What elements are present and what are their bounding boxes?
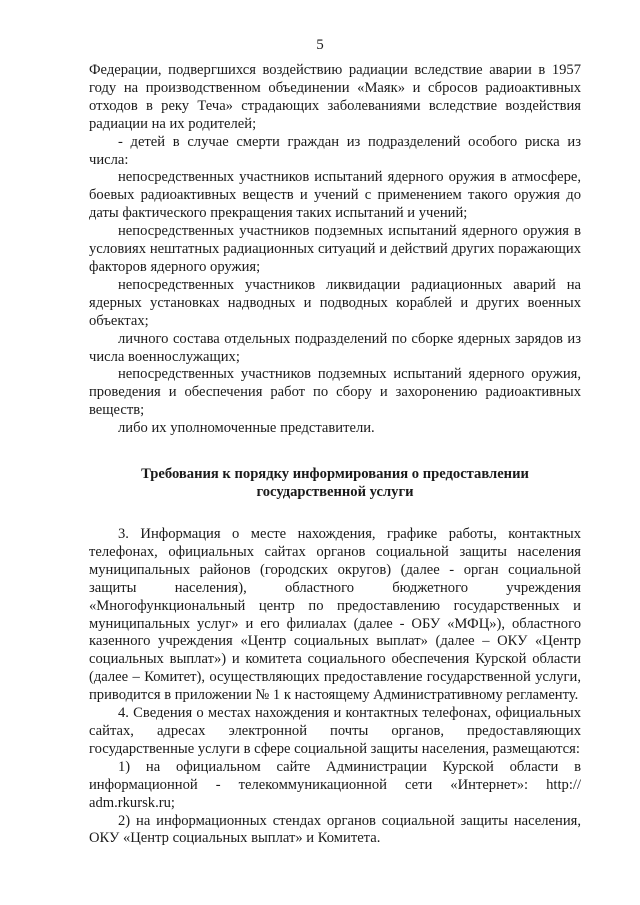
document-body: [89, 62, 581, 848]
paragraph-list-item: непосредственных участников подземных испытаний ядерного оружия, проведения и обеспечения работ по сбору и захоронению радиоактивных веществ;: [89, 366, 581, 419]
page-number: 5: [316, 37, 324, 53]
paragraph-list-item: личного состава отдельных подразделений по сборке ядерных зарядов из числа военнослужащих;: [89, 330, 581, 365]
paragraph-subclause-2: 2) на информационных стендах органов социальной защиты населения, ОКУ «Центр социальных выплат» и Комитета.: [89, 812, 581, 847]
paragraph-list-item: непосредственных участников ликвидации радиационных аварий на ядерных установках надводных и подводных кораблей и других военных объектах;: [89, 276, 581, 329]
paragraph-clause-4: 4. Сведения о местах нахождения и контактных телефонах, официальных сайтах, адресах электронной почты органов, предоставляющих государственные услуги в сфере социальной защиты населения, размещаются:: [89, 705, 581, 757]
paragraph-representatives: либо их уполномоченные представители.: [118, 420, 375, 437]
paragraph-subclause-1: 1) на официальном сайте Администрации Курской области в информационной - телекоммуникационной сети «Интернет»: http:// adm.rkursk.ru;: [89, 758, 581, 811]
section-heading-line-1: Требования к порядку информирования о предоставлении: [141, 466, 529, 483]
paragraph-clause-3: 3. Информация о месте нахождения, графике работы, контактных телефонах, официальных сайтах органов социальной защиты населения муниципальных районов (городских округов) (далее - орган социальной защиты населения), областного бюджетного учреждения «Многофункциональный центр по предоставлению государственных и муниципальных услуг» и его филиалах (далее - ОБУ «МФЦ»), областного казенного учреждения «Центр социальных выплат» (далее – ОКУ «Центр социальных выплат») и комитета социального обеспечения Курской области (далее – Комитет), осуществляющих предоставление государственной услуги, приводится в приложении № 1 к настоящему Административному регламенту.: [89, 526, 581, 704]
section-heading: [89, 465, 581, 501]
paragraph-list-item: непосредственных участников испытаний ядерного оружия в атмосфере, боевых радиоактивных веществ и учений с применением такого оружия до даты фактического прекращения таких испытаний и учений;: [89, 169, 581, 222]
paragraph-list-item: непосредственных участников подземных испытаний ядерного оружия в условиях нештатных радиационных ситуаций и действий других поражающих факторов ядерного оружия;: [89, 223, 581, 275]
paragraph-continuation: Федерации, подвергшихся воздействию радиации вследствие аварии в 1957 году на производственном объединении «Маяк» и сбросов радиоактивных отходов в реку Теча» страдающих заболеваниями вследствие воздействия радиации на их родителей;: [89, 62, 581, 132]
section-heading-line-2: государственной услуги: [256, 484, 414, 501]
paragraph-children-list-intro: - детей в случае смерти граждан из подразделений особого риска из числа:: [89, 133, 581, 168]
